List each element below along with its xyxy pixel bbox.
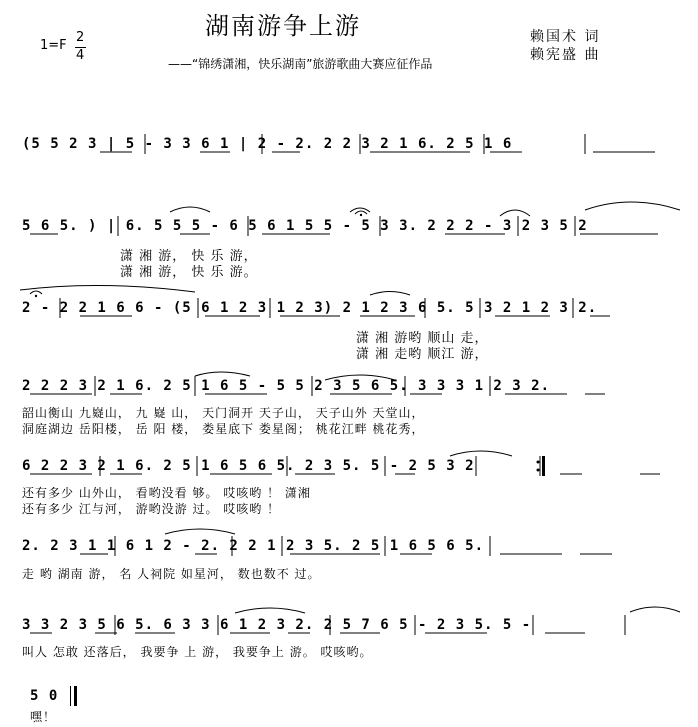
lyric-row-5a: 还有多少 山外山， 看哟没看 够。 哎咳哟 ！ 潇湘 (22, 486, 311, 500)
subtitle: ——“锦绣潇湘，快乐湖南”旅游歌曲大赛应征作品 (168, 57, 433, 71)
music-row-6: 2. 2 3 1 1 6 1 2 - 2. 2 2 1 2 3 5. 2 5 1 6 5 6 5. (22, 538, 485, 554)
lyric-row-4b: 洞庭湖边 岳阳楼， 岳 阳 楼， 娄星底下 娄星阁； 桃花江畔 桃花秀， (22, 422, 425, 436)
time-signature-bottom: 4 (76, 48, 85, 63)
lyric-row-6a: 走 哟 湖南 游， 名 人祠院 如星河， 数也数不 过。 (22, 567, 321, 581)
music-row-5: 6 2 2 3 2 1 6. 2 5 1 6 5 6 5. 2 3 5. 5 - 2 5 3 2 (22, 458, 475, 474)
lyric-row-4a: 韶山衡山 九嶷山， 九 嶷 山， 天门洞开 天子山， 天子山外 天堂山， (22, 406, 425, 420)
lyric-row-3b: 潇 湘 走哟 顺江 游， (356, 347, 489, 362)
song-title: 湖南游争上游 (205, 12, 361, 40)
lyric-row-8a: 嘿！ (30, 710, 57, 724)
lyric-row-3a: 潇 湘 游哟 顺山 走， (356, 331, 489, 346)
lyric-row-5b: 还有多少 江与河， 游哟没游 过。 哎咳哟 ！ (22, 502, 281, 516)
music-row-1: (5 5 2 3 | 5 - 3 3 6 1 | 2 - 2. 2 2 3 2 1 6. 2 5 1 6 (22, 136, 513, 152)
key-signature: 1=F (40, 38, 67, 53)
music-row-8: 5 0 (30, 688, 59, 704)
lyric-row-7a: 叫人 怎敢 还落后， 我要争 上 游， 我要争上 游。 哎咳哟。 (22, 645, 373, 659)
time-signature-top: 2 (76, 30, 85, 45)
music-row-7: 3 3 2 3 5 6 5. 6 3 3 6 1 2 3 2. 2 5 7 6 5 - 2 3 5. 5 - (22, 617, 532, 633)
lyricist-credit: 赖国术 词 (530, 29, 601, 45)
composer-credit: 赖宪盛 曲 (530, 47, 601, 63)
music-row-3: 2 - 2 2 1 6 6 - (5 6 1 2 3 1 2 3) 2 1 2 3 6 5. 5 3 2 1 2 3 2. (22, 300, 598, 316)
lyric-row-2a: 潇 湘 游， 快 乐 游， (120, 249, 258, 264)
music-row-2: 5 6 5. ) | 6. 5 5 5 - 6 5 6 1 5 5 - 5 3 3. 2 2 2 - 3 2 3 5 2 (22, 218, 588, 234)
music-row-4: 2 2 2 3 2 1 6. 2 5 1 6 5 - 5 5 2 3 5 6 5. 3 3 3 1 2 3 2. (22, 378, 551, 394)
lyric-row-2b: 潇 湘 游， 快 乐 游。 (120, 265, 258, 280)
